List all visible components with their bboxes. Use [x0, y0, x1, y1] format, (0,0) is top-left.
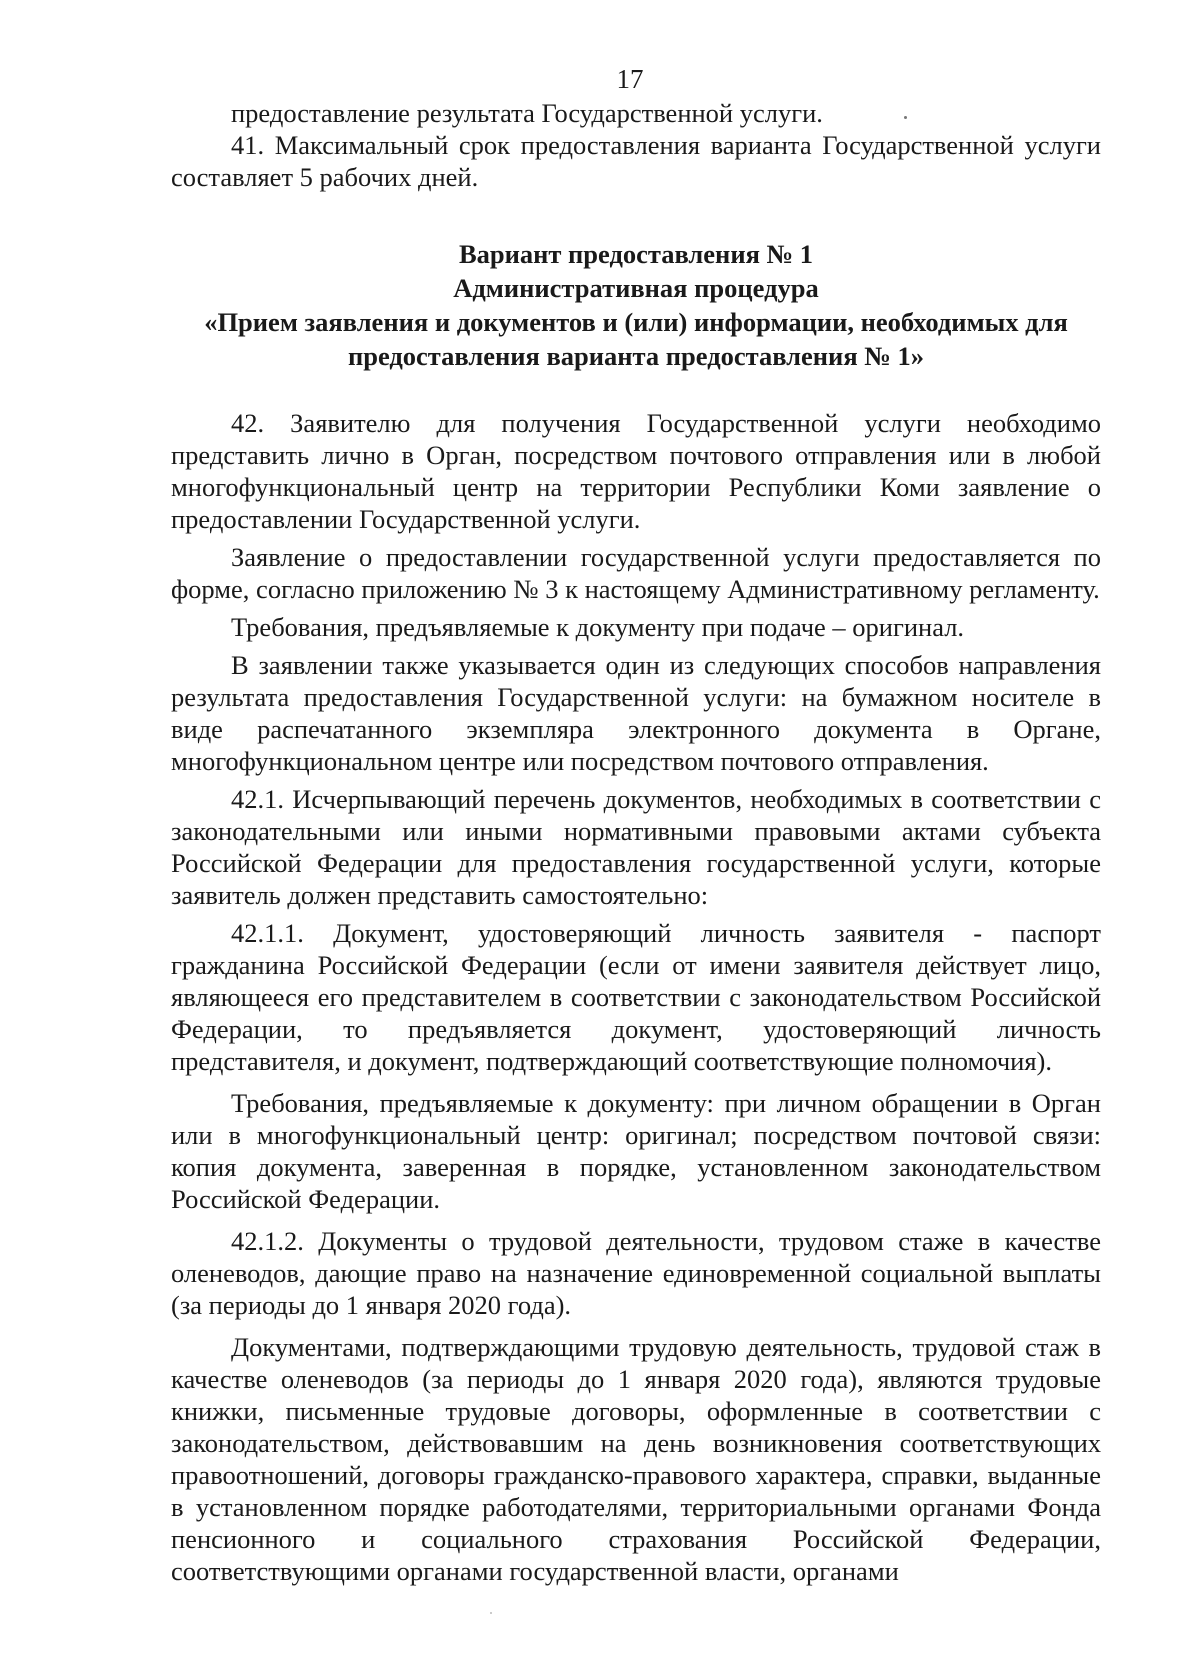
paragraph-42: 42. Заявителю для получения Государственной услуги необходимо представить лично в Орган, посредством почтового отправления или в любой многофункциональный центр на территории Республики Коми заявление о предоставлении Государственной услуги.: [171, 408, 1101, 534]
paragraph-continuation: предоставление результата Государственной услуги.: [231, 98, 823, 128]
heading-line-1: Вариант предоставления № 1: [458, 239, 814, 269]
paragraph-application-form: Заявление о предоставлении государственной услуги предоставляется по форме, согласно приложению № 3 к настоящему Административному регламенту.: [171, 542, 1101, 604]
scan-speck: [490, 1612, 492, 1614]
paragraph-labor-documents: Документами, подтверждающими трудовую деятельность, трудовой стаж в качестве оленеводов (за периоды до 1 января 2020 года), являются трудовые книжки, письменные трудовые договоры, оформленные в соответствии с законодательством, действовавшим на день возникновения соответствующих правоотношений, договоры гражданско-правового характера, справки, выданные в установленном порядке работодателями, территориальными органами Фонда пенсионного и социального страхования Российской Федерации, соответствующими органами государственной власти, органами: [171, 1332, 1101, 1586]
document-body: [171, 97, 1101, 1587]
paragraph-42-1: 42.1. Исчерпывающий перечень документов, необходимых в соответствии с законодательными или иными нормативными правовыми актами субъекта Российской Федерации для предоставления государственной услуги, которые заявитель должен представить самостоятельно:: [171, 784, 1101, 910]
heading-line-3: «Прием заявления и документов и (или) информации, необходимых для: [204, 307, 1068, 337]
paragraph-41: 41. Максимальный срок предоставления варианта Государственной услуги составляет 5 рабочих дней.: [171, 130, 1101, 192]
section-heading: [171, 237, 1101, 373]
paragraph-requirements-original: Требования, предъявляемые к документу при подаче – оригинал.: [231, 612, 965, 642]
page-number: 17: [616, 64, 644, 94]
scan-speck: [904, 116, 907, 119]
heading-line-4: предоставления варианта предоставления № 1»: [347, 341, 925, 371]
paragraph-42-1-2: 42.1.2. Документы о трудовой деятельности, трудовом стаже в качестве оленеводов, дающие право на назначение единовременной социальной выплаты (за периоды до 1 января 2020 года).: [171, 1226, 1101, 1320]
heading-line-2: Административная процедура: [453, 273, 819, 303]
paragraph-document-requirements: Требования, предъявляемые к документу: при личном обращении в Орган или в многофункциональный центр: оригинал; посредством почтовой связи: копия документа, заверенная в порядке, установленном законодательством Российской Федерации.: [171, 1088, 1101, 1214]
paragraph-42-1-1: 42.1.1. Документ, удостоверяющий личность заявителя - паспорт гражданина Российской Федерации (если от имени заявителя действует лицо, являющееся его представителем в соответствии с законодательством Российской Федерации, то предъявляется документ, удостоверяющий личность представителя, и документ, подтверждающий соответствующие полномочия).: [171, 918, 1101, 1076]
paragraph-result-delivery: В заявлении также указывается один из следующих способов направления результата предоставления Государственной услуги: на бумажном носителе в виде распечатанного экземпляра электронного документа в Органе, многофункциональном центре или посредством почтового отправления.: [171, 650, 1101, 776]
